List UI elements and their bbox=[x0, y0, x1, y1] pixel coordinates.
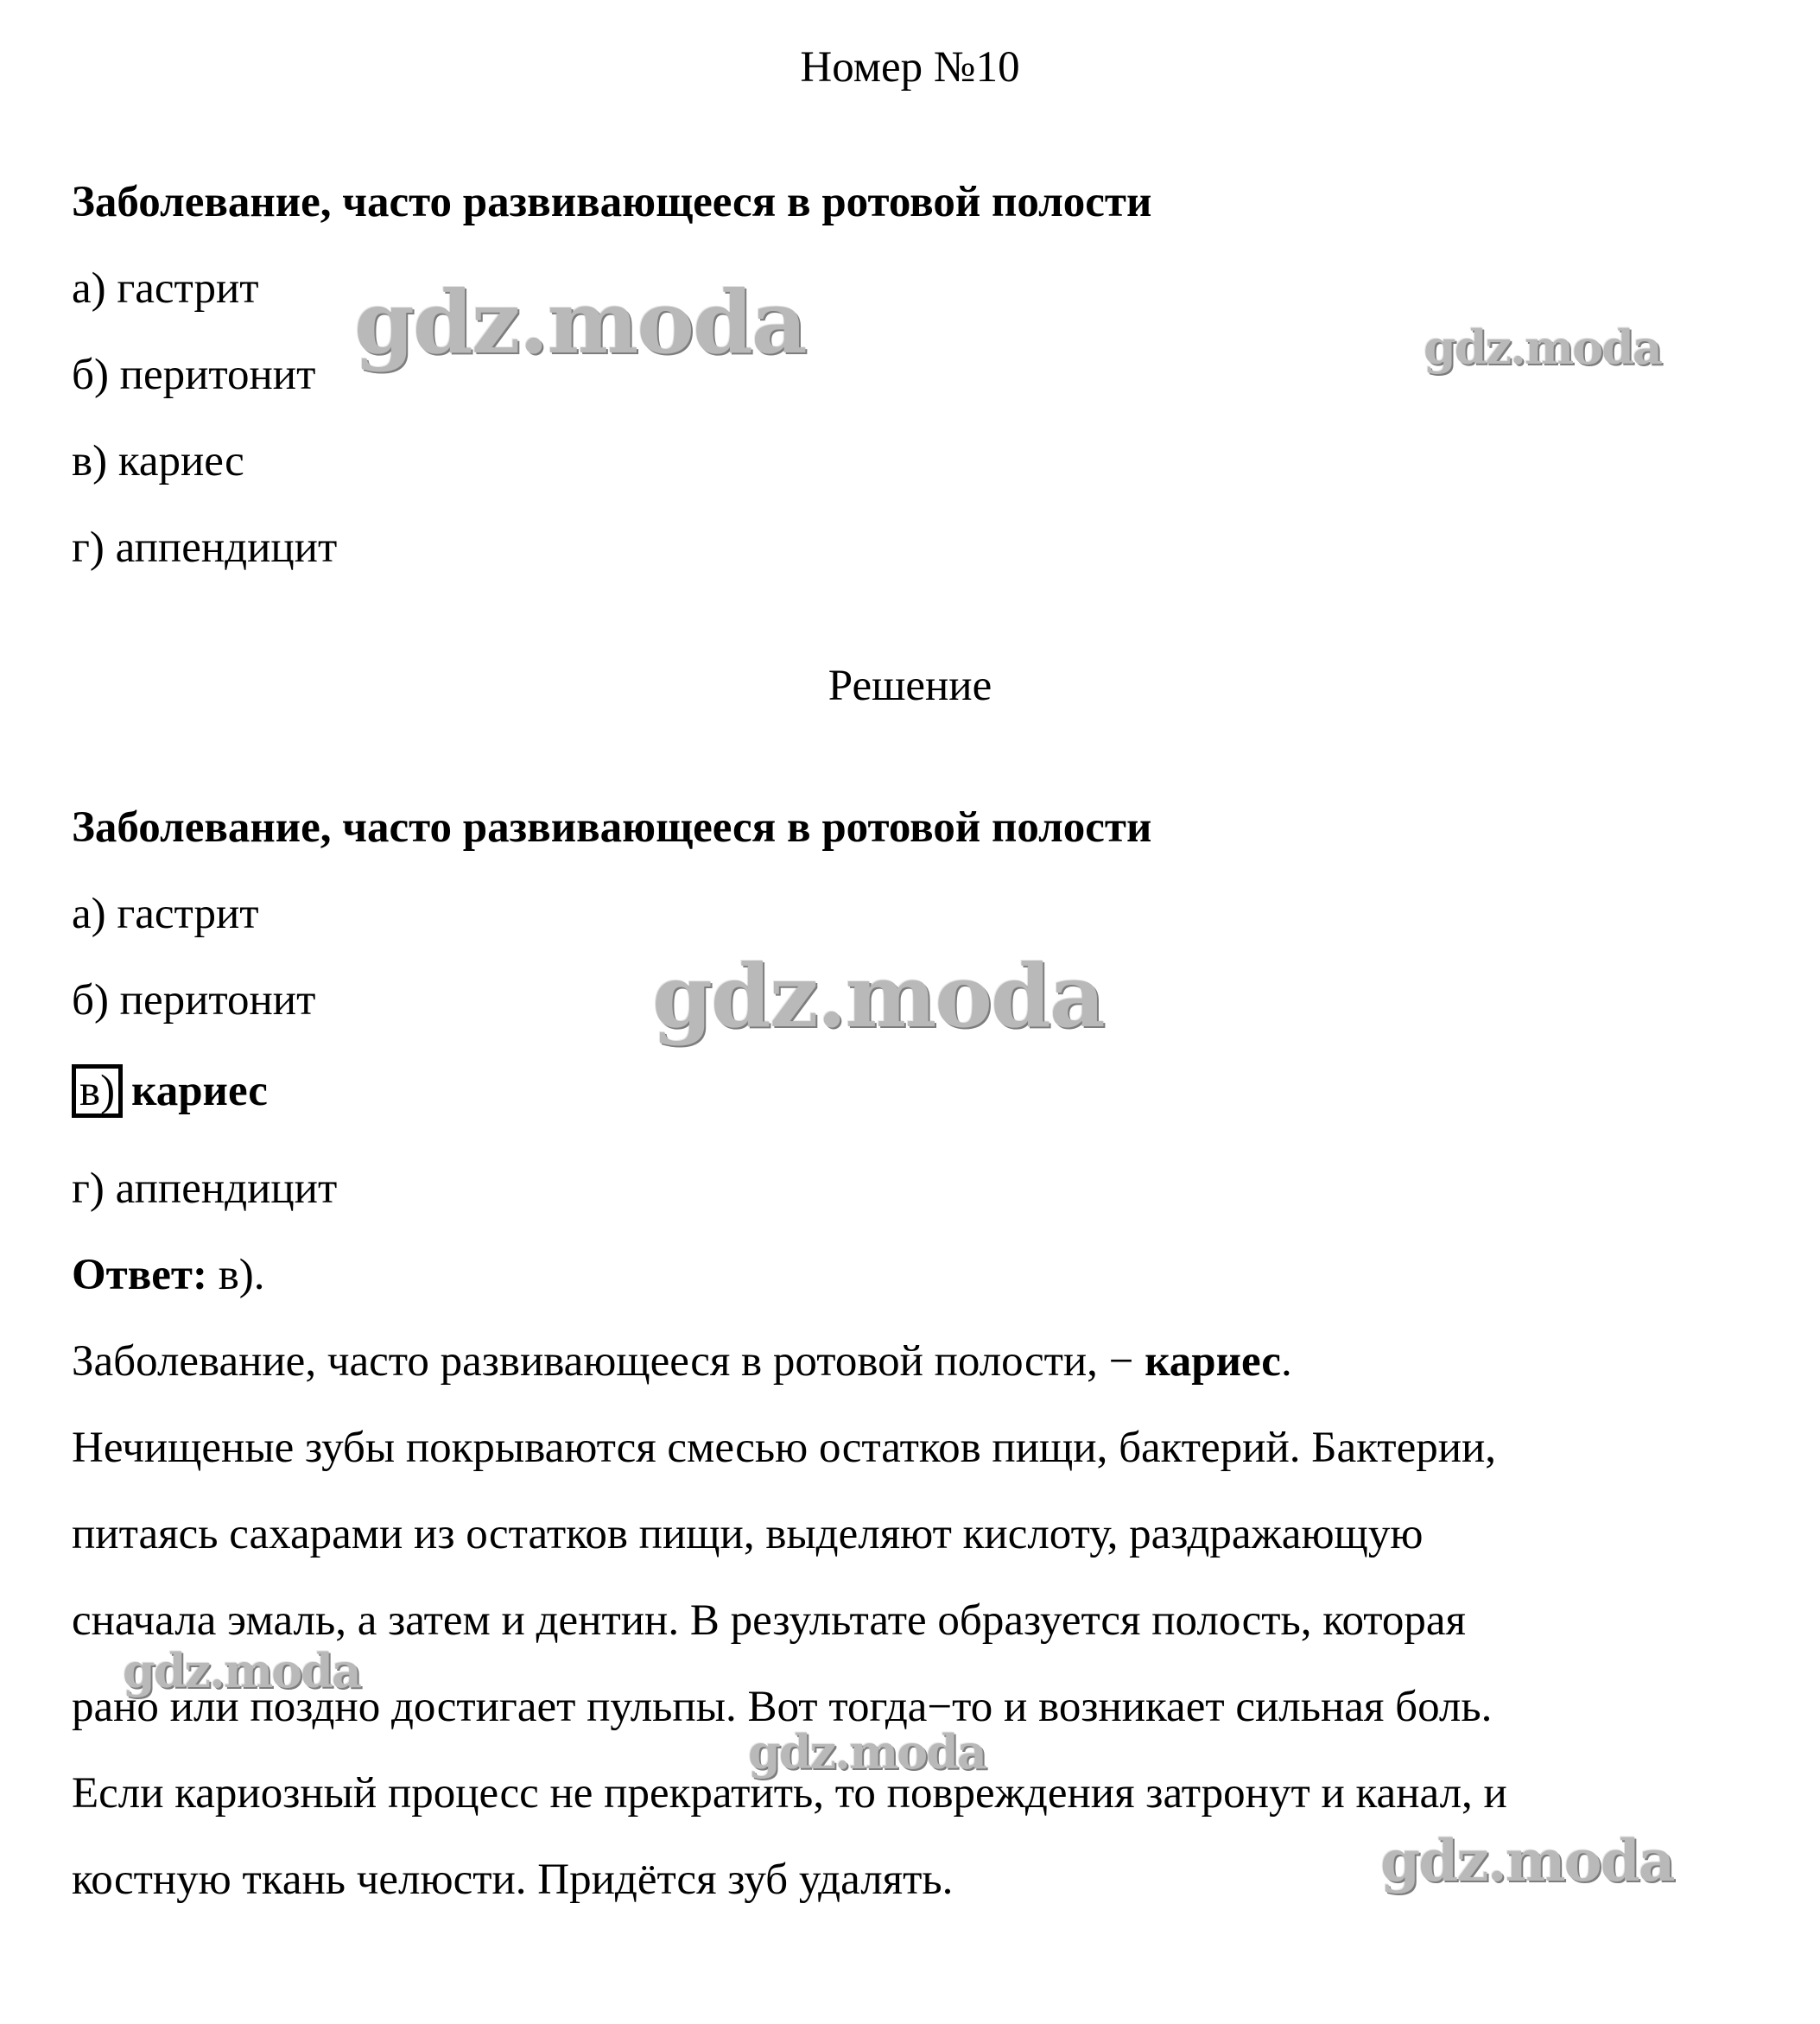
watermark: gdz.moda bbox=[748, 1724, 986, 1780]
question-option-a: а) гастрит bbox=[72, 264, 259, 313]
watermark: gdz.moda bbox=[123, 1643, 360, 1698]
explanation-line-2: питаясь сахарами из остатков пищи, выделяют кислоту, раздражающую bbox=[72, 1510, 1424, 1558]
selected-answer-marker: в) bbox=[72, 1064, 123, 1118]
explanation-intro: Заболевание, часто развивающееся в ротовой полости, − bbox=[72, 1337, 1145, 1386]
question-text: Заболевание, часто развивающееся в ротовой полости bbox=[72, 178, 1152, 226]
explanation-line-6: костную ткань челюсти. Придётся зуб удалять. bbox=[72, 1856, 954, 1904]
answer-label: Ответ: bbox=[72, 1251, 207, 1299]
explanation-intro-line bbox=[72, 1336, 1292, 1387]
explanation-term: кариес bbox=[1145, 1337, 1281, 1386]
solution-option-c bbox=[72, 1064, 268, 1118]
solution-option-d: г) аппендицит bbox=[72, 1164, 338, 1213]
watermark: gdz.moda bbox=[354, 271, 806, 373]
explanation-line-4: рано или поздно достигает пульпы. Вот тогда−то и возникает сильная боль. bbox=[72, 1683, 1493, 1731]
selected-answer-text: кариес bbox=[131, 1067, 268, 1115]
explanation-line-3: сначала эмаль, а затем и дентин. В результате образуется полость, которая bbox=[72, 1596, 1466, 1645]
explanation-end: . bbox=[1280, 1337, 1292, 1386]
question-option-d: г) аппендицит bbox=[72, 523, 338, 572]
explanation-line-5: Если кариозный процесс не прекратить, то повреждения затронут и канал, и bbox=[72, 1769, 1507, 1818]
question-option-c: в) кариес bbox=[72, 437, 244, 485]
solution-option-b: б) перитонит bbox=[72, 976, 316, 1025]
watermark: gdz.moda bbox=[652, 945, 1104, 1047]
question-option-b: б) перитонит bbox=[72, 351, 316, 399]
watermark: gdz.moda bbox=[1380, 1827, 1674, 1894]
answer-line bbox=[72, 1249, 265, 1301]
solution-question-text: Заболевание, часто развивающееся в ротовой полости bbox=[72, 803, 1152, 852]
solution-heading: Решение bbox=[828, 662, 992, 710]
explanation-line-1: Нечищеные зубы покрываются смесью остатков пищи, бактерий. Бактерии, bbox=[72, 1424, 1497, 1472]
solution-option-a: а) гастрит bbox=[72, 890, 259, 938]
answer-value: в). bbox=[206, 1251, 265, 1299]
watermark: gdz.moda bbox=[1424, 320, 1661, 375]
page-title: Номер №10 bbox=[800, 43, 1020, 92]
